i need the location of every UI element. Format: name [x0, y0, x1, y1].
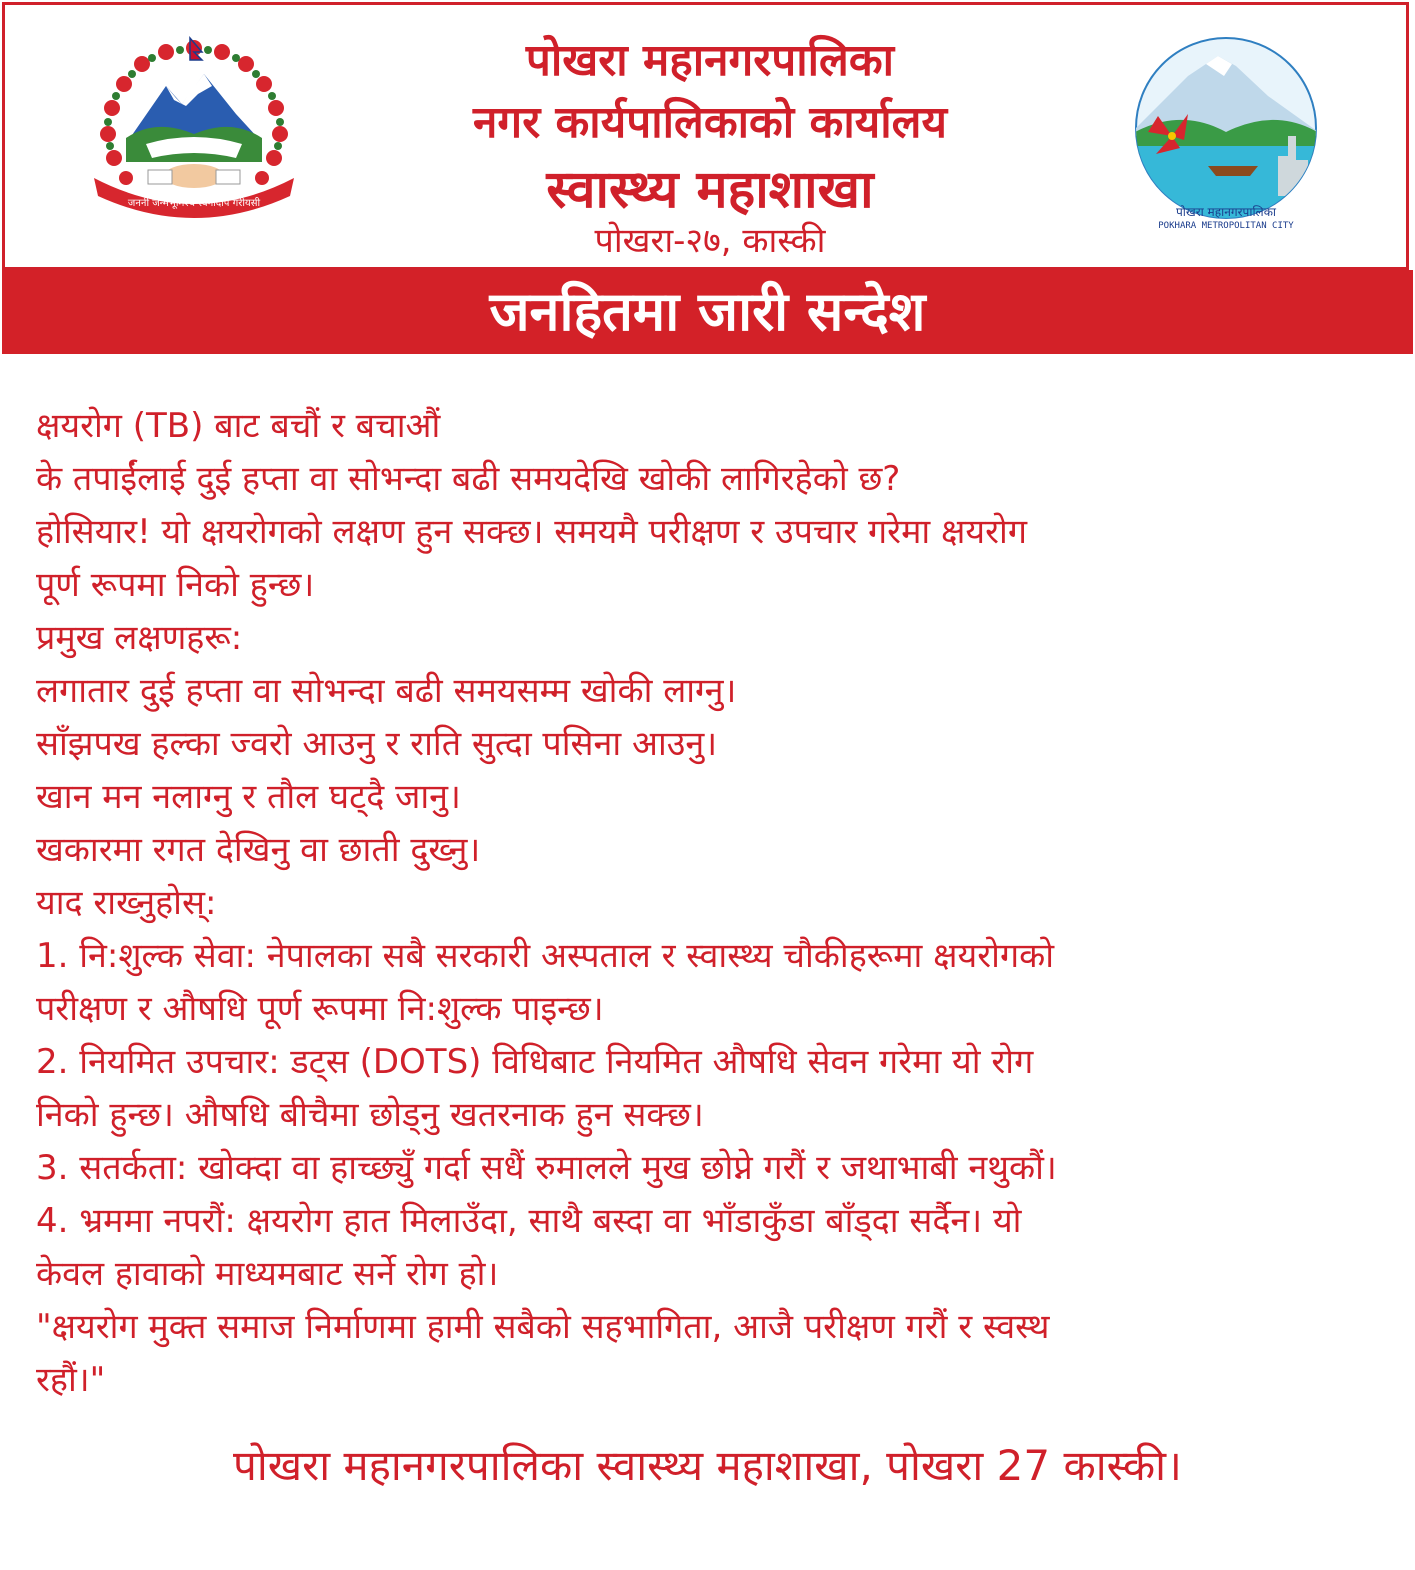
symptom-item: साँझपख हल्का ज्वरो आउनु र राति सुत्दा पसिना आउनु।	[36, 724, 718, 764]
notice-body	[36, 400, 1381, 1407]
symptom-item: खान मन नलाग्नु र तौल घट्दै जानु।	[36, 777, 461, 817]
city-logo-text-english: POKHARA METROPOLITAN CITY	[1158, 221, 1294, 231]
issuer-signature-line: पोखरा महानगरपालिका स्वास्थ्य महाशाखा, पोखरा 27 कास्की।	[233, 1441, 1182, 1490]
reminder-item: परीक्षण र औषधि पूर्ण रूपमा नि:शुल्क पाइन्छ।	[36, 989, 604, 1029]
office-address: पोखरा-२७, कास्की	[594, 221, 826, 261]
reminder-item: 3. सतर्कता: खोक्दा वा हाच्छ्युँ गर्दा सधैं रुमालले मुख छोप्ने गरौं र जथाभाबी नथुकौं।	[36, 1148, 1057, 1188]
slogan: "क्षयरोग मुक्त समाज निर्माणमा हामी सबैको सहभागिता, आजै परीक्षण गरौं र स्वस्थ	[36, 1307, 1050, 1347]
city-logo-text-nepali: पोखरा महानगरपालिका	[1175, 205, 1277, 219]
reminder-item: केवल हावाको माध्यमबाट सर्ने रोग हो।	[36, 1254, 499, 1294]
nepal-emblem-logo	[86, 34, 302, 220]
organization-name: पोखरा महानगरपालिका	[525, 35, 895, 86]
division-name: स्वास्थ्य महाशाखा	[546, 160, 874, 220]
notice-line: पूर्ण रूपमा निको हुन्छ।	[36, 565, 315, 605]
notice-line: के तपाईंलाई दुई हप्ता वा सोभन्दा बढी समयदेखि खोकी लागिरहेको छ?	[36, 459, 901, 499]
notice-banner-title: जनहितमा जारी सन्देश	[2, 270, 1413, 354]
slogan: रहौं।"	[36, 1360, 106, 1400]
office-name: नगर कार्यपालिकाको कार्यालय	[473, 97, 947, 148]
symptom-item: खकारमा रगत देखिनु वा छाती दुख्नु।	[36, 830, 481, 870]
notice-heading: क्षयरोग (TB) बाट बचौं र बचाऔं	[36, 406, 441, 446]
emblem-motto: जननी जन्मभूमिश्च स्वर्गादपि गरीयसी	[127, 198, 261, 209]
symptom-item: लगातार दुई हप्ता वा सोभन्दा बढी समयसम्म खोकी लाग्नु।	[36, 671, 737, 711]
pokhara-metropolitan-logo	[1128, 36, 1324, 232]
reminder-item: 2. नियमित उपचार: डट्स (DOTS) विधिबाट नियमित औषधि सेवन गरेमा यो रोग	[36, 1042, 1034, 1082]
reminder-item: 1. नि:शुल्क सेवा: नेपालका सबै सरकारी अस्पताल र स्वास्थ्य चौकीहरूमा क्षयरोगको	[36, 936, 1055, 976]
reminder-heading: याद राख्नुहोस्:	[36, 883, 217, 923]
reminder-item: 4. भ्रममा नपरौं: क्षयरोग हात मिलाउँदा, साथै बस्दा वा भाँडाकुँडा बाँड्दा सर्दैन। यो	[36, 1201, 1022, 1241]
notice-line: होसियार! यो क्षयरोगको लक्षण हुन सक्छ। समयमै परीक्षण र उपचार गरेमा क्षयरोग	[36, 512, 1027, 552]
reminder-item: निको हुन्छ। औषधि बीचैमा छोड्नु खतरनाक हुन सक्छ।	[36, 1095, 704, 1135]
symptoms-heading: प्रमुख लक्षणहरू:	[36, 618, 243, 658]
